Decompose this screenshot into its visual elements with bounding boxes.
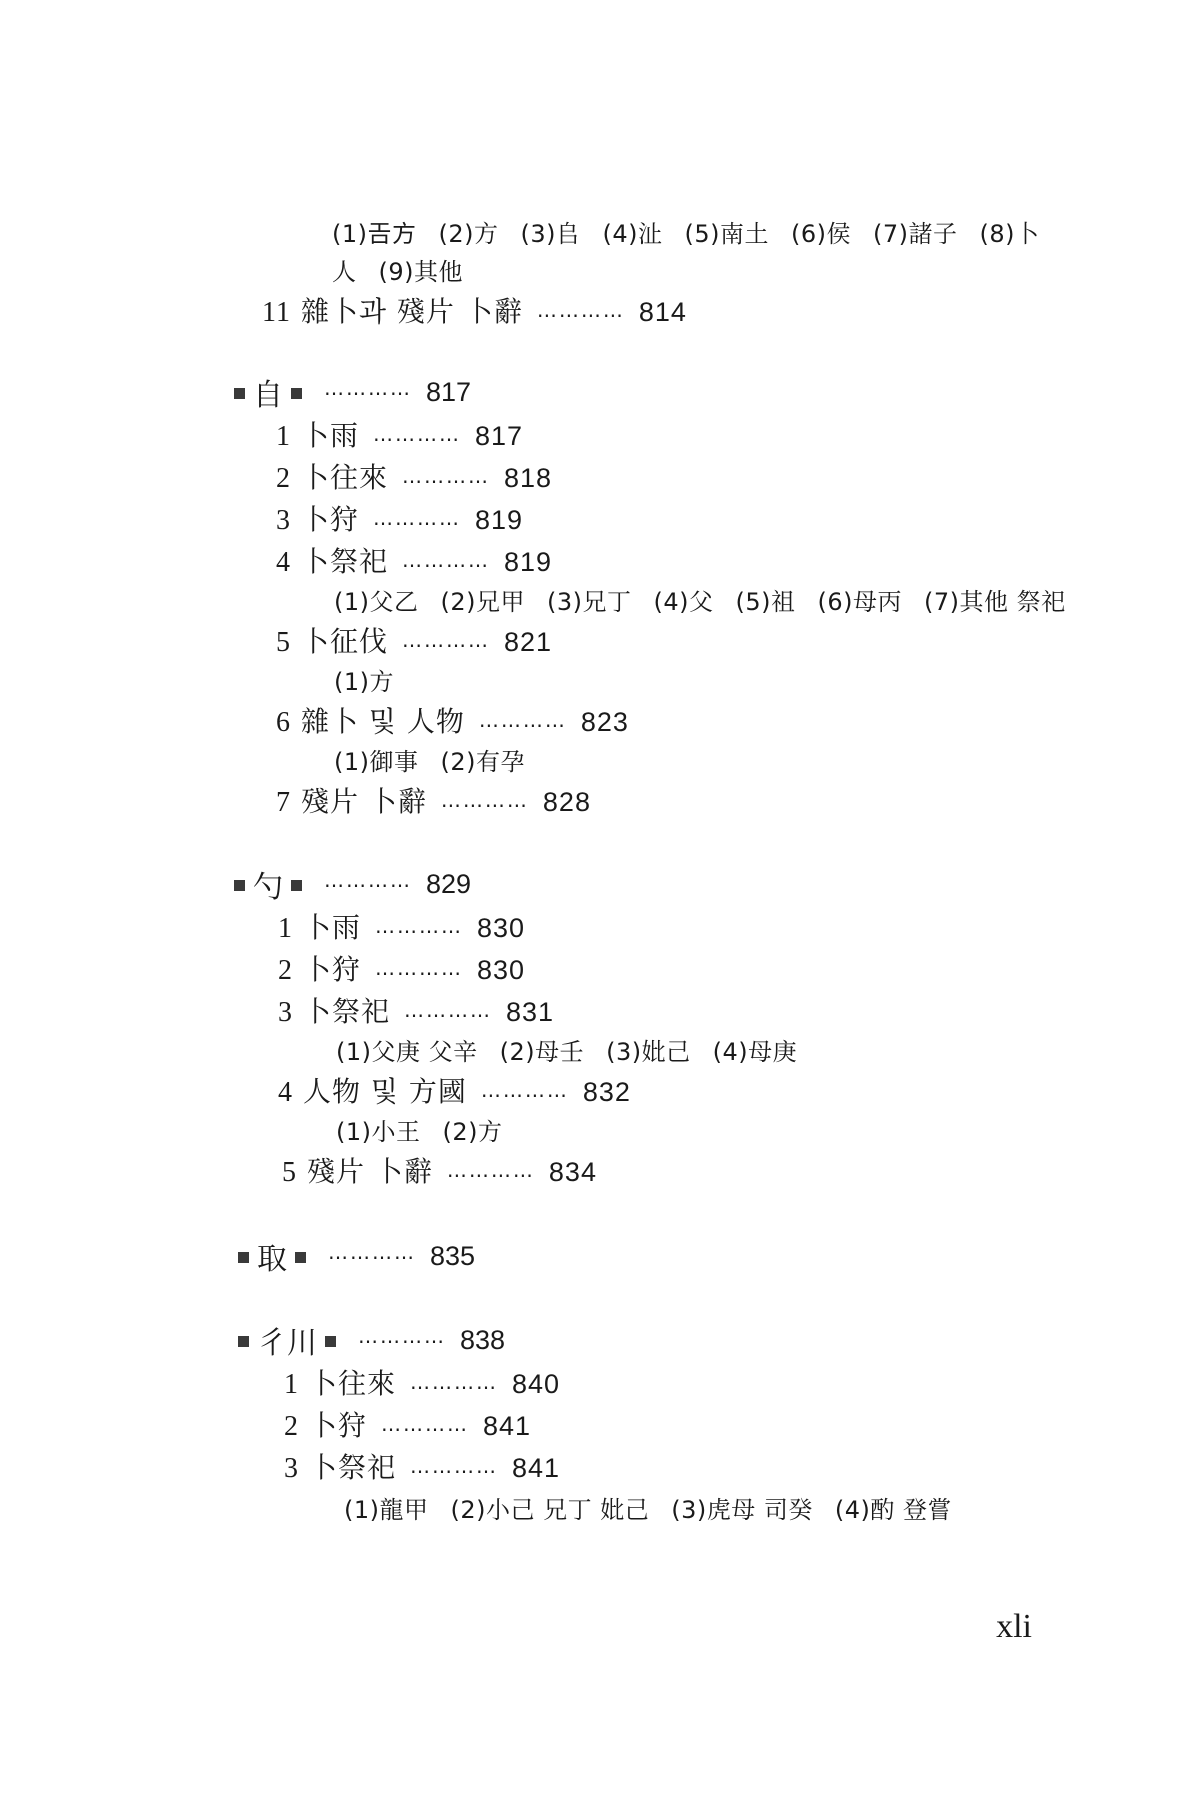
toc-subitem: (4)父 (653, 588, 714, 616)
toc-item-number: 7 (276, 787, 291, 818)
toc-subitem: (6)母丙 (817, 588, 902, 616)
toc-leader-dots: ………… (404, 998, 493, 1022)
toc-subitem: (1)父乙 (334, 588, 419, 616)
toc-subitem: (5)南土 (684, 220, 769, 248)
toc-item[interactable] (276, 540, 552, 580)
toc-leader-dots: ………… (440, 788, 529, 812)
toc-page-number: 835 (430, 1240, 476, 1271)
toc-subitem: (1)父庚 父辛 (336, 1038, 478, 1066)
toc-item-number: 4 (276, 547, 291, 578)
toc-leader-dots: ………… (478, 708, 567, 732)
toc-page-number: 841 (512, 1453, 561, 1483)
toc-subitems-line (344, 1490, 974, 1525)
toc-item[interactable] (276, 620, 552, 660)
square-bullet-icon (234, 880, 245, 891)
page-number: xli (996, 1608, 1032, 1645)
toc-subitem: (1)御事 (334, 748, 419, 776)
toc-leader-dots: ………… (402, 628, 491, 652)
toc-subitems-line (332, 252, 485, 287)
toc-subitem: (3)兄丁 (547, 588, 632, 616)
square-bullet-icon (295, 1252, 306, 1263)
toc-leader-dots: ………… (328, 1240, 416, 1264)
section-character: 自 (253, 378, 283, 413)
square-bullet-icon (291, 388, 302, 399)
toc-subitem: (4)母庚 (712, 1038, 798, 1066)
toc-leader-dots: ………… (373, 422, 462, 446)
toc-section-heading[interactable] (226, 862, 471, 906)
toc-item-number: 5 (282, 1157, 297, 1188)
toc-subitem: (1)小王 (336, 1118, 421, 1146)
toc-leader-dots: ………… (324, 376, 412, 400)
section-character: 勺 (253, 870, 283, 905)
toc-subitems-line (336, 1112, 525, 1147)
toc-page-number: 819 (504, 547, 553, 577)
section-character: 取 (257, 1242, 287, 1277)
toc-item[interactable] (276, 498, 523, 538)
toc-page-number: 814 (638, 297, 687, 327)
toc-item-title: 卜狩 (303, 953, 362, 986)
toc-item-title: 卜往來 (309, 1367, 397, 1400)
toc-section-heading[interactable] (230, 1318, 505, 1362)
toc-leader-dots: ………… (324, 868, 412, 892)
toc-item-number: 5 (276, 627, 291, 658)
toc-page-number: 819 (475, 505, 524, 535)
toc-item-number: 1 (276, 421, 291, 452)
square-bullet-icon (325, 1336, 336, 1347)
toc-item-number: 2 (276, 463, 291, 494)
toc-item-title: 卜雨 (303, 911, 362, 944)
toc-item-number: 3 (276, 505, 291, 536)
toc-leader-dots: ………… (358, 1324, 446, 1348)
toc-leader-dots: ………… (446, 1158, 535, 1182)
toc-item-number: 2 (278, 955, 293, 986)
toc-subitem: (2)有孕 (440, 748, 525, 776)
toc-item-title: 卜雨 (301, 419, 360, 452)
toc-item-title: 雜卜 및 人物 (301, 705, 465, 738)
toc-item[interactable] (284, 1446, 560, 1486)
toc-subitem: (2)小己 兄丁 妣己 (450, 1496, 650, 1524)
toc-item[interactable] (278, 1070, 631, 1110)
toc-subitems-line (334, 582, 1088, 617)
toc-item-title: 殘片 卜辭 (307, 1155, 433, 1188)
toc-item-number: 1 (278, 913, 293, 944)
toc-item-title: 卜祭祀 (303, 995, 391, 1028)
section-character: 彳川 (257, 1326, 317, 1361)
toc-item-title: 卜祭祀 (301, 545, 389, 578)
toc-section-heading[interactable] (230, 1234, 475, 1278)
toc-leader-dots: ………… (410, 1370, 499, 1394)
toc-item-number: 4 (278, 1077, 293, 1108)
toc-item[interactable] (276, 414, 523, 454)
toc-subitem: (4)酌 登嘗 (834, 1496, 953, 1524)
toc-item[interactable] (276, 700, 629, 740)
toc-subitem: (3)妣己 (606, 1038, 691, 1066)
toc-item[interactable] (276, 780, 591, 820)
toc-page-number: 838 (460, 1324, 506, 1355)
toc-page-number: 832 (582, 1077, 631, 1107)
toc-subitem: (7)諸子 (873, 220, 958, 248)
toc-subitem: (2)母壬 (499, 1038, 585, 1066)
toc-subitems-line (334, 742, 547, 777)
toc-page-number: 828 (542, 787, 591, 817)
toc-item-title: 人物 및 方國 (303, 1075, 467, 1108)
toc-page-number: 830 (477, 955, 526, 985)
toc-item-title: 卜往來 (301, 461, 389, 494)
toc-page-number: 821 (504, 627, 553, 657)
toc-item-number: 11 (262, 297, 291, 328)
toc-item[interactable] (284, 1404, 531, 1444)
toc-item-number: 3 (284, 1453, 299, 1484)
toc-item[interactable] (262, 290, 687, 330)
toc-item-title: 殘片 卜辭 (301, 785, 427, 818)
toc-subitem: (2)兄甲 (440, 588, 525, 616)
toc-page-number: 831 (506, 997, 555, 1027)
toc-item-number: 1 (284, 1369, 299, 1400)
toc-page-number: 834 (548, 1157, 597, 1187)
toc-page-number: 830 (477, 913, 526, 943)
toc-item-number: 2 (284, 1411, 299, 1442)
toc-item-title: 卜祭祀 (309, 1451, 397, 1484)
toc-item[interactable] (276, 456, 552, 496)
toc-item-title: 卜狩 (301, 503, 360, 536)
toc-subitem: (9)其他 (378, 258, 463, 286)
toc-item[interactable] (284, 1362, 560, 1402)
toc-subitems-line (336, 1032, 819, 1067)
toc-subitems-line (332, 214, 1062, 249)
toc-subitem: (1)方 (334, 668, 394, 696)
toc-page-number: 829 (426, 868, 472, 899)
toc-subitem: (4)沚 (602, 220, 663, 248)
toc-item[interactable] (282, 1150, 597, 1190)
square-bullet-icon (291, 880, 302, 891)
toc-leader-dots: ………… (375, 914, 464, 938)
toc-section-heading[interactable] (226, 370, 471, 414)
toc-page-number: 840 (512, 1369, 561, 1399)
toc-item-title: 卜狩 (309, 1409, 368, 1442)
square-bullet-icon (238, 1336, 249, 1347)
toc-leader-dots: ………… (375, 956, 464, 980)
toc-subitem: (2)方 (438, 220, 499, 248)
toc-leader-dots: ………… (536, 298, 625, 322)
toc-leader-dots: ………… (402, 548, 491, 572)
toc-item-title: 卜征伐 (301, 625, 389, 658)
toc-item[interactable] (278, 948, 525, 988)
square-bullet-icon (234, 388, 245, 399)
toc-leader-dots: ………… (373, 506, 462, 530)
toc-page-number: 818 (504, 463, 553, 493)
toc-subitem: (3)虎母 司癸 (671, 1496, 813, 1524)
toc-subitem: (5)祖 (735, 588, 796, 616)
toc-item-number: 6 (276, 707, 291, 738)
toc-subitems-line (334, 662, 416, 697)
toc-subitem: (7)其他 祭祀 (924, 588, 1066, 616)
toc-item-number: 3 (278, 997, 293, 1028)
toc-subitem: (3)𠂤 (520, 220, 581, 248)
toc-item-title: 雜卜과 殘片 卜辭 (300, 295, 523, 328)
toc-subitem: (6)侯 (791, 220, 851, 248)
toc-subitem: (1)龍甲 (344, 1496, 429, 1524)
toc-page-number: 841 (483, 1411, 532, 1441)
toc-leader-dots: ………… (480, 1078, 569, 1102)
toc-item[interactable] (278, 990, 554, 1030)
toc-leader-dots: ………… (402, 464, 491, 488)
toc-leader-dots: ………… (381, 1412, 470, 1436)
toc-subitem: 人 (332, 258, 357, 286)
toc-leader-dots: ………… (410, 1454, 499, 1478)
toc-item[interactable] (278, 906, 525, 946)
toc-subitem: (1)𢀛方 (332, 220, 417, 248)
toc-page-number: 817 (475, 421, 524, 451)
toc-page-number: 823 (580, 707, 629, 737)
toc-subitem: (8)卜 (979, 220, 1040, 248)
toc-page-number: 817 (426, 376, 472, 407)
square-bullet-icon (238, 1252, 249, 1263)
toc-subitem: (2)方 (442, 1118, 503, 1146)
